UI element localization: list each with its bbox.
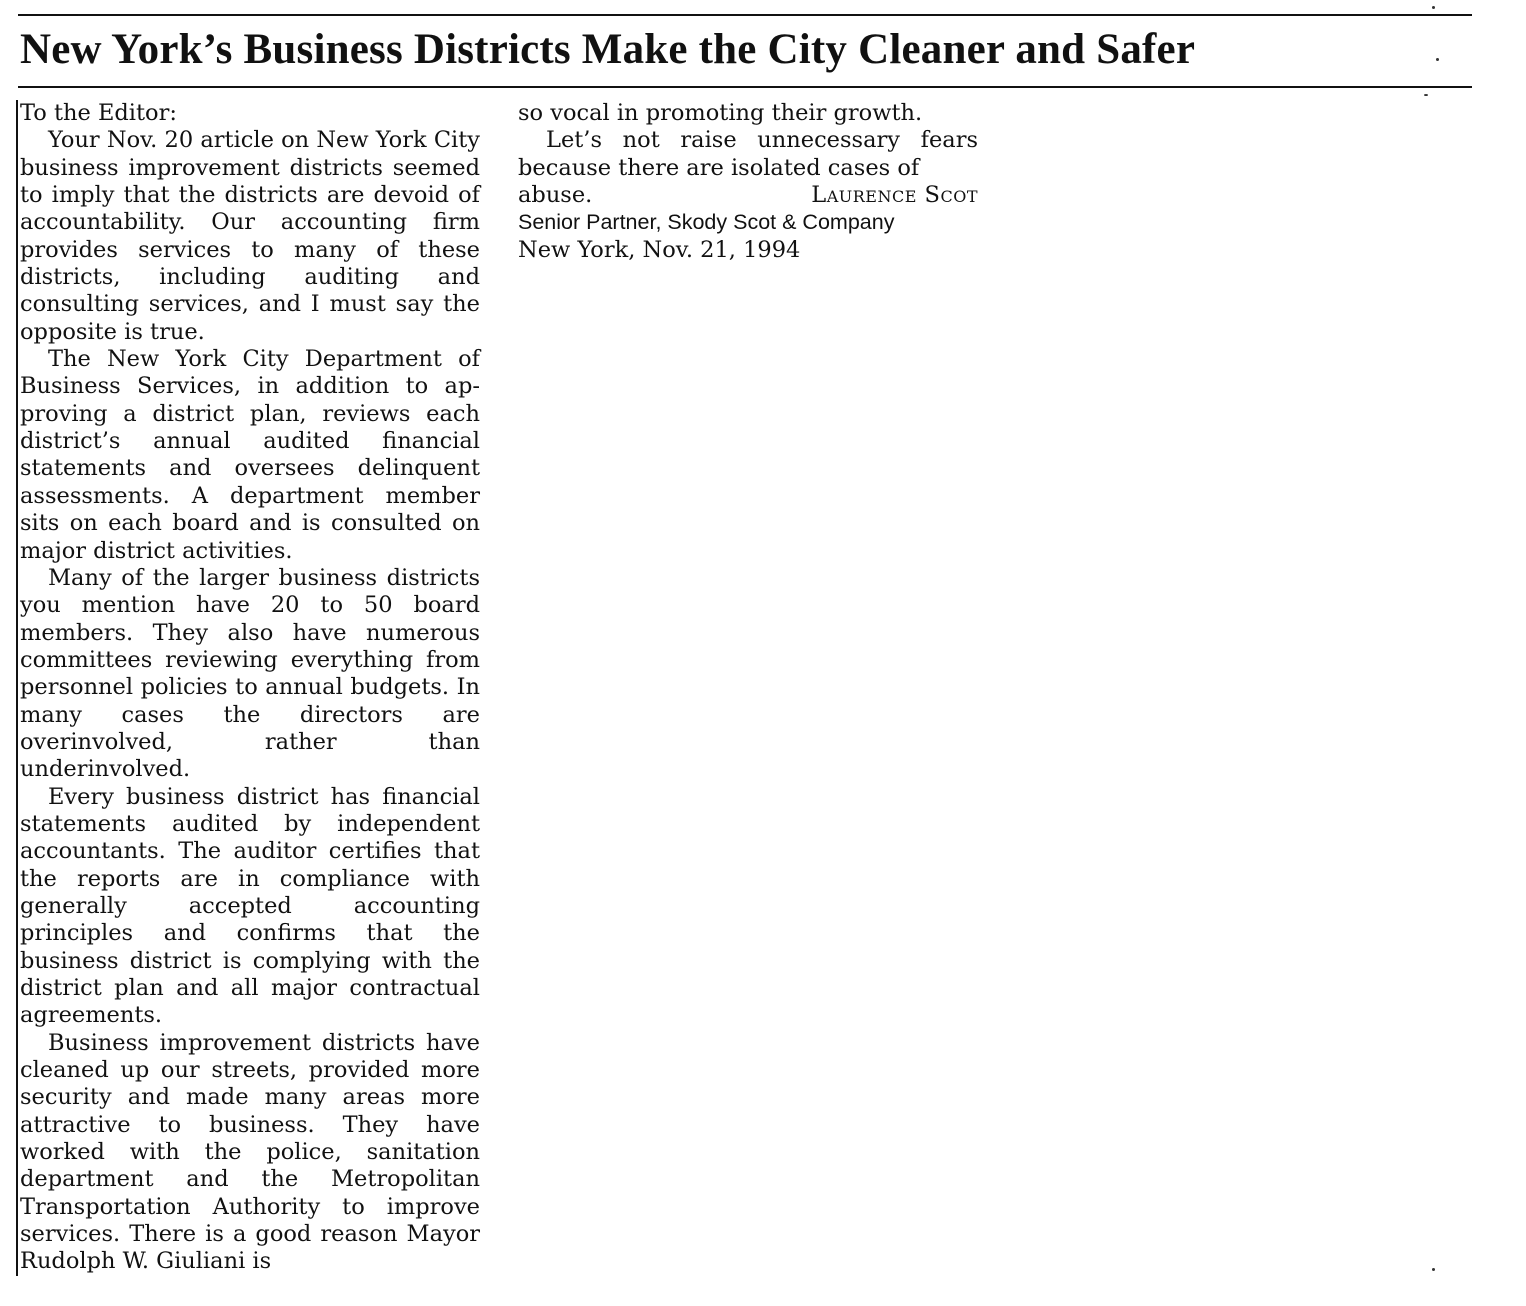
author-name: Laurence Scot [811,182,978,209]
letter-column-right [518,100,978,264]
scan-speck [1424,94,1428,96]
signature-line [518,182,978,209]
scan-speck [1432,1268,1435,1271]
paragraph: The New York City Department of Business Services, in addition to approving a district plan, reviews each district’s annual audited financial statements and oversees delinquent assessments. A department member sits on each board and is consulted on major district activities. [20,346,480,564]
closing-word: abuse. [518,182,593,209]
scan-speck [1432,6,1435,9]
paragraph: Business improvement districts have cleaned up our streets, provided more security and made many areas more attractive to business. They have worked with the police, sanitation department and the Metropolitan Transportation Authority to improve services. There is a good reason Mayor Rudolph W. Giuliani is [20,1029,480,1275]
paragraph-continuation: so vocal in promoting their growth. [518,100,923,126]
author-title: Senior Partner, Skody Scot & Company [518,210,895,235]
top-rule [18,14,1472,16]
headline: New York’s Business Districts Make the City Cleaner and Safer [20,26,1196,73]
paragraph: Every business district has financial statements audited by independent accountants. The auditor certifies that the reports are in compliance with generally accepted accounting principles and confirms that the business district is complying with the district plan and all major contractual agreements. [20,783,480,1029]
dateline: New York, Nov. 21, 1994 [518,236,801,263]
paragraph: Many of the larger business districts you mention have 20 to 50 board members. They also have numerous committees reviewing everything from personnel policies to annual budgets. In many cases the directors are overinvolved, rather than underinvolved. [20,564,480,783]
headline-bottom-rule [18,86,1472,88]
paragraph: Let’s not raise unnecessary fears because there are isolated cases of [518,127,978,181]
letter-column-left [16,100,480,1276]
salutation: To the Editor: [20,100,177,126]
scan-speck [1436,58,1439,61]
paragraph: Your Nov. 20 article on New York City business improvement districts seemed to imply that the districts are devoid of accountability. Our accounting firm provides services to many of these districts, including auditing and consulting services, and I must say the opposite is true. [20,127,480,345]
